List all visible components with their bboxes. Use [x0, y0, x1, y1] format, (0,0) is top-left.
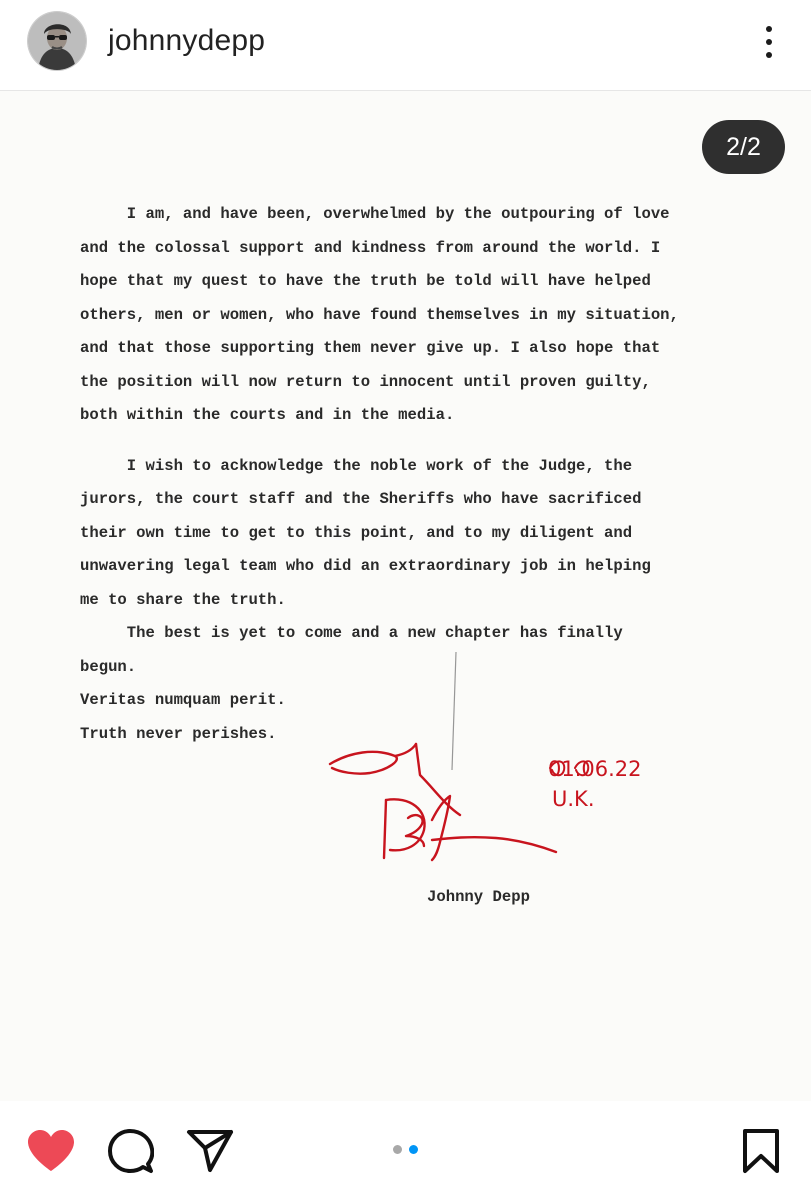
post-header: [0, 0, 811, 91]
letter-line: their own time to get to this point, and to my diligent and: [80, 523, 633, 542]
letter-line: both within the courts and in the media.: [80, 406, 455, 424]
profile-photo-icon: [28, 12, 86, 70]
avatar[interactable]: [28, 12, 86, 70]
more-vertical-icon: [766, 26, 772, 32]
more-vertical-icon-dot: [766, 52, 772, 58]
username[interactable]: johnnydepp: [108, 24, 266, 57]
carousel-dot-2-active: [409, 1145, 418, 1154]
letter-line: me to share the truth.: [80, 590, 286, 609]
handwritten-signature: [320, 640, 660, 880]
heart-filled-icon[interactable]: [26, 1129, 76, 1173]
letter-line: and that those supporting them never give up. I also hope that: [80, 339, 661, 357]
send-icon[interactable]: [186, 1129, 234, 1173]
letter-line: I wish to acknowledge the noble work of the Judge, the: [80, 456, 633, 475]
paragraph-gap: [80, 433, 740, 450]
more-vertical-icon-dot: [766, 39, 772, 45]
letter-line: I am, and have been, overwhelmed by the outpouring of love: [80, 205, 670, 223]
letter-line: begun.: [80, 657, 137, 676]
more-options-button[interactable]: [752, 20, 786, 64]
letter-line: the position will now return to innocent until proven guilty,: [80, 372, 651, 391]
letter-line: hope that my quest to have the truth be told will have helped: [80, 272, 651, 290]
letter-line: Veritas numquam perit.: [80, 691, 286, 709]
handwritten-date: 01.06.22: [548, 757, 642, 781]
bookmark-icon[interactable]: [742, 1128, 780, 1174]
carousel-dot-1: [393, 1145, 402, 1154]
letter-line: The best is yet to come and a new chapter has finally: [80, 624, 623, 642]
carousel-counter: 2/2: [702, 120, 785, 174]
letter-line: and the colossal support and kindness from around the world. I: [80, 238, 661, 257]
letter-line: Truth never perishes.: [80, 724, 277, 743]
letter-line: unwavering legal team who did an extraordinary job in helping: [80, 557, 651, 575]
comment-icon[interactable]: [108, 1128, 154, 1174]
letter-line: jurors, the court staff and the Sheriffs who have sacrificed: [80, 490, 642, 508]
post-actions-bar: [0, 1101, 811, 1200]
handwritten-place: U.K.: [552, 787, 595, 811]
typed-signature-name: Johnny Depp: [427, 888, 530, 906]
letter-line: others, men or women, who have found themselves in my situation,: [80, 305, 679, 324]
